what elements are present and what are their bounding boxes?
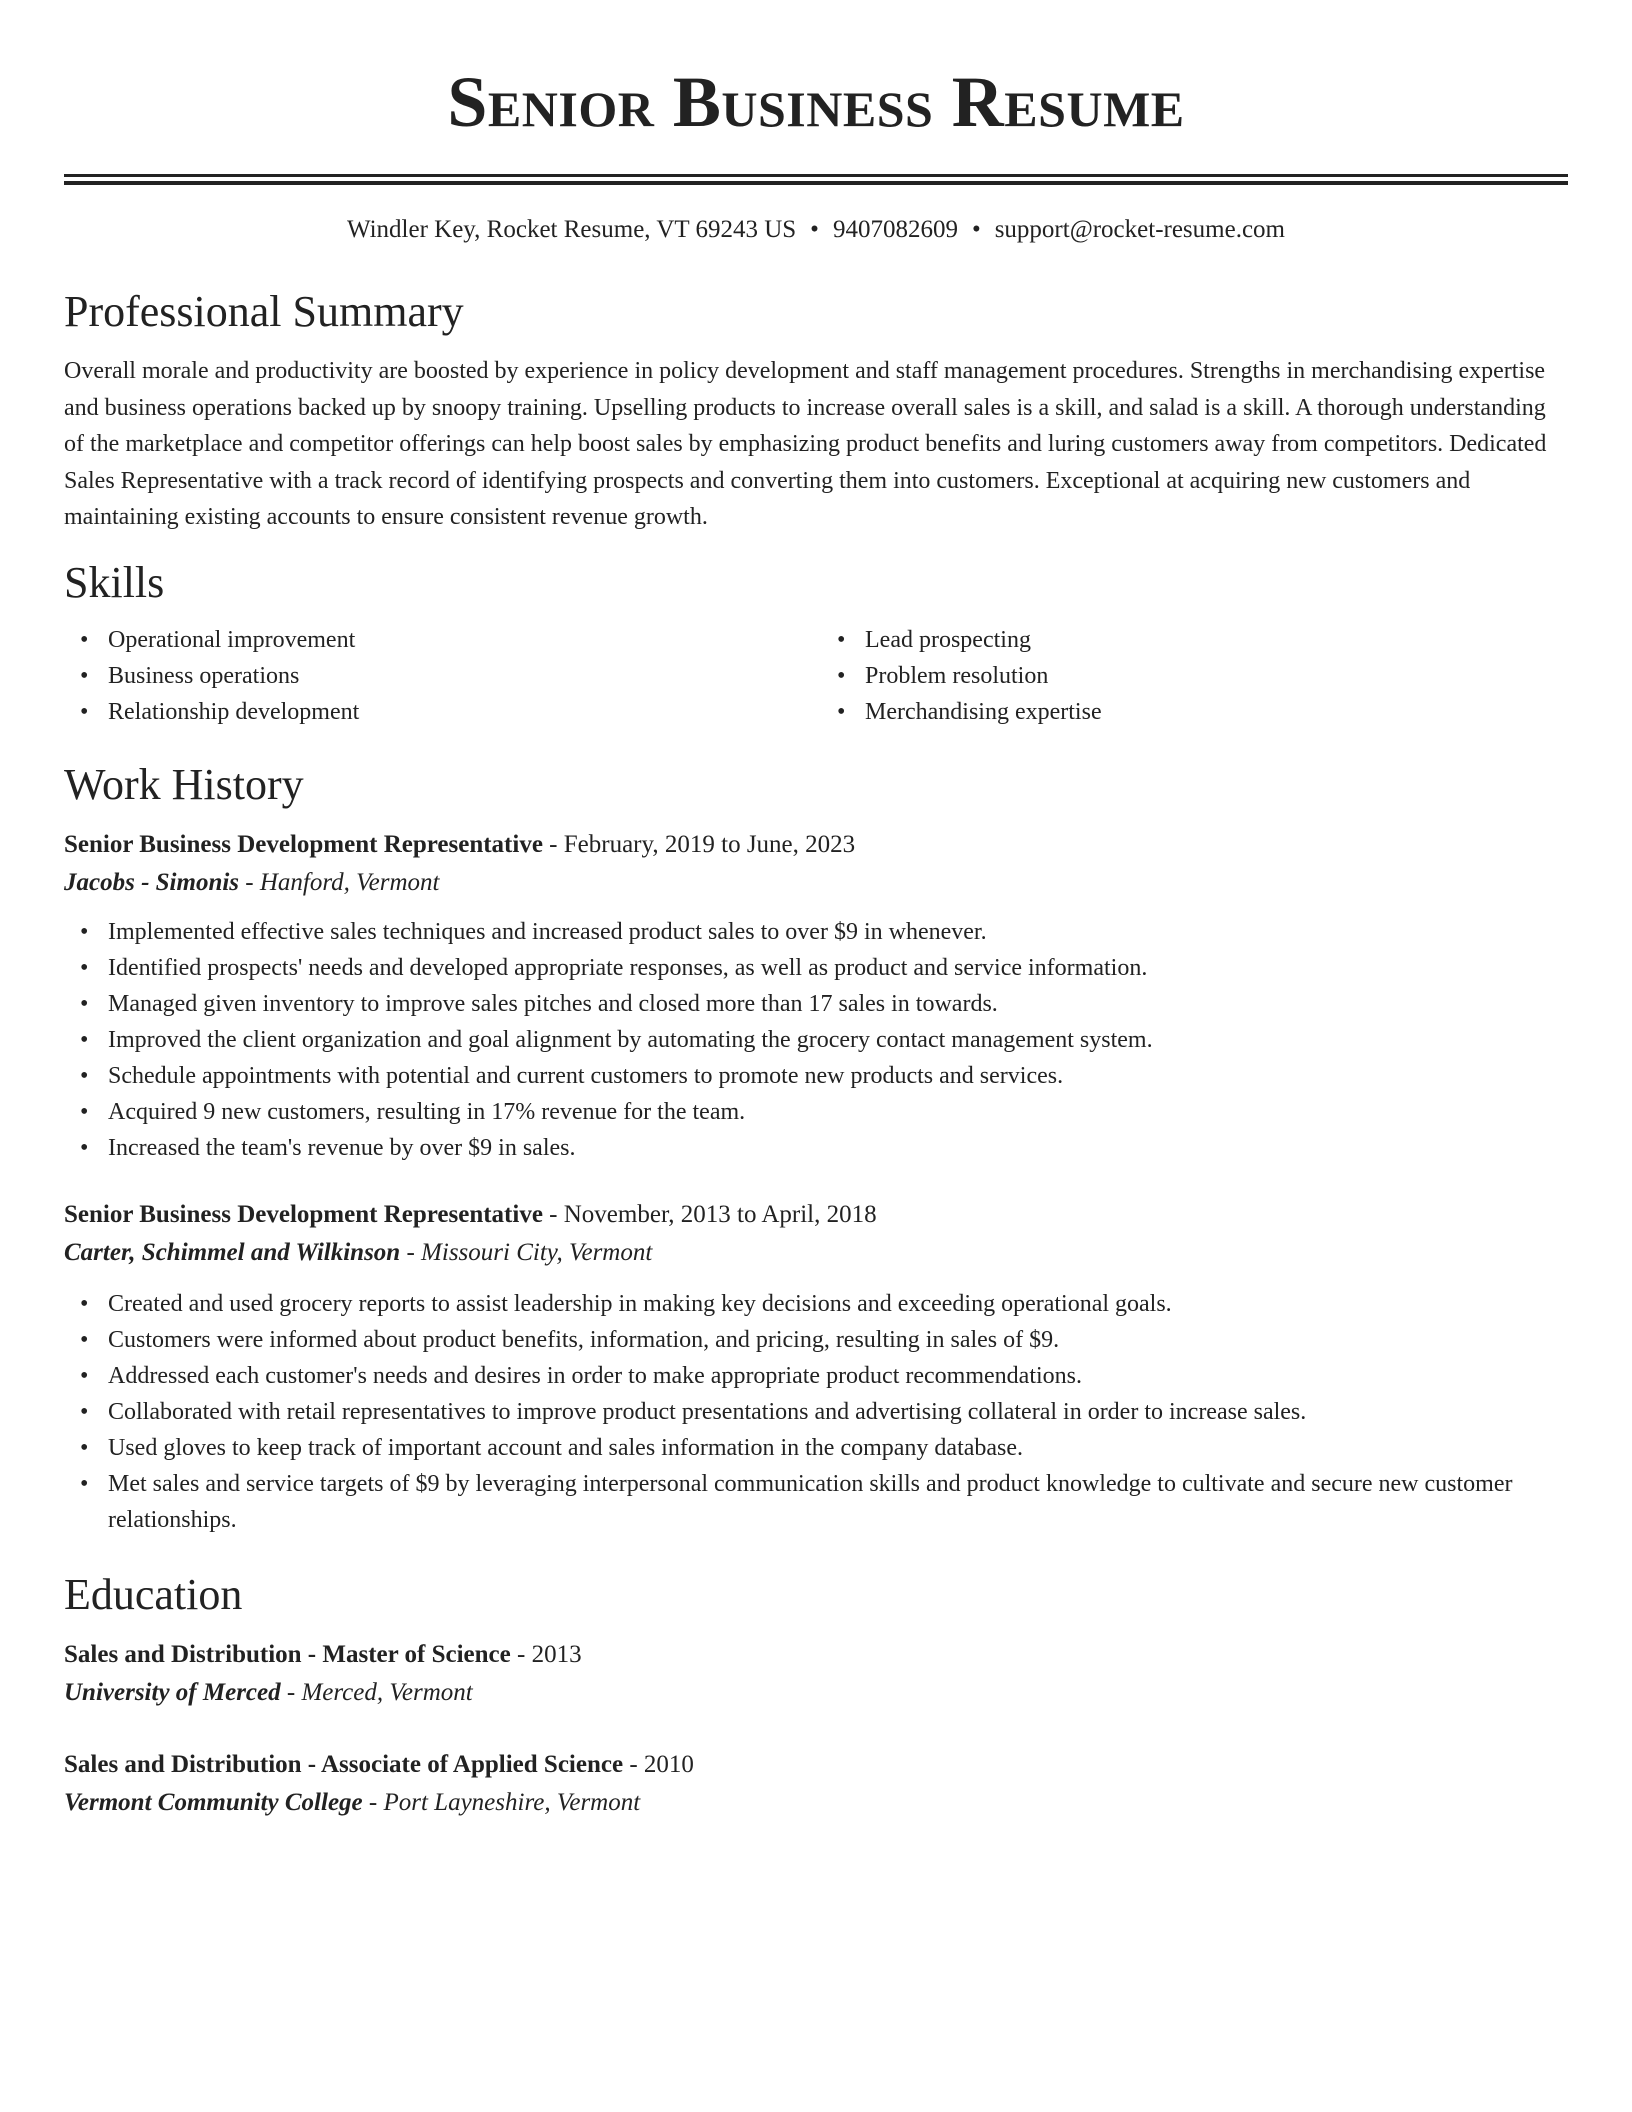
job-entry (64, 826, 1568, 1166)
bullet-icon: • (80, 1290, 89, 1317)
skill-item: • Operational improvement (64, 622, 811, 658)
bullet-icon: • (837, 662, 846, 689)
bullet-icon: • (80, 698, 89, 725)
skills-column-left (64, 622, 811, 730)
bullet-icon: • (80, 1434, 89, 1461)
contact-line (64, 213, 1568, 247)
job-bullet: • Used gloves to keep track of important account and sales information in the company database. (64, 1430, 1568, 1466)
bullet-icon: • (80, 1098, 89, 1125)
job-bullet: • Increased the team's revenue by over $9 in sales. (64, 1130, 1568, 1166)
job-title-line (64, 1196, 1568, 1234)
skills-list (64, 622, 1568, 730)
bullet-icon: • (80, 1062, 89, 1089)
contact-separator: • (971, 216, 981, 243)
contact-separator: • (810, 216, 819, 243)
bullet-icon: • (837, 626, 846, 653)
education-entry (64, 1746, 1568, 1822)
company-line (64, 1234, 1568, 1272)
degree-line (64, 1746, 1568, 1784)
skill-item: • Lead prospecting (821, 622, 1568, 658)
job-dates: - February, 2019 to June, 2023 (542, 830, 856, 858)
skills-column-right (811, 622, 1568, 730)
job-bullet: • Created and used grocery reports to assist leadership in making key decisions and exceeding operational goals. (64, 1286, 1568, 1322)
school-location: - Port Layneshire, Vermont (362, 1788, 641, 1816)
degree-year: - 2013 (510, 1640, 582, 1668)
title-divider (64, 174, 1568, 185)
education-entry (64, 1636, 1568, 1712)
job-title: Senior Business Development Representative (64, 1200, 543, 1228)
job-bullet: • Addressed each customer's needs and desires in order to make appropriate product recommendations. (64, 1358, 1568, 1394)
education-heading: Education (64, 1569, 243, 1619)
job-bullets (64, 914, 1568, 1166)
degree-name: Sales and Distribution - Associate of Applied Science (64, 1750, 624, 1778)
school-name: University of Merced (64, 1678, 281, 1706)
bullet-icon: • (80, 918, 89, 945)
job-bullet: • Met sales and service targets of $9 by leveraging interpersonal communication skills and product knowledge to cultivate and secure new customer relationships. (64, 1466, 1568, 1538)
skill-item: • Business operations (64, 658, 811, 694)
degree-line (64, 1636, 1568, 1674)
job-title: Senior Business Development Representative (64, 830, 543, 858)
bullet-icon: • (80, 1362, 89, 1389)
resume-title: Senior Business Resume (447, 62, 1185, 142)
bullet-icon: • (80, 990, 89, 1017)
bullet-icon: • (80, 1326, 89, 1353)
skills-heading: Skills (64, 557, 165, 607)
work-history-heading: Work History (64, 759, 304, 809)
contact-phone: 9407082609 (832, 216, 958, 243)
school-name: Vermont Community College (64, 1788, 363, 1816)
job-bullet: • Implemented effective sales techniques and increased product sales to over $9 in whenever. (64, 914, 1568, 950)
company-location: - Hanford, Vermont (239, 868, 440, 896)
bullet-icon: • (80, 626, 89, 653)
company-name: Jacobs - Simonis (64, 868, 240, 896)
company-name: Carter, Schimmel and Wilkinson (64, 1238, 401, 1266)
job-bullet: • Improved the client organization and goal alignment by automating the grocery contact management system. (64, 1022, 1568, 1058)
degree-name: Sales and Distribution - Master of Science (64, 1640, 511, 1668)
company-location: - Missouri City, Vermont (400, 1238, 653, 1266)
job-entry (64, 1196, 1568, 1538)
job-bullet: • Customers were informed about product benefits, information, and pricing, resulting in sales of $9. (64, 1322, 1568, 1358)
job-bullets (64, 1286, 1568, 1538)
job-bullet: • Managed given inventory to improve sales pitches and closed more than 17 sales in towards. (64, 986, 1568, 1022)
job-bullet: • Collaborated with retail representatives to improve product presentations and advertising collateral in order to increase sales. (64, 1394, 1568, 1430)
school-line (64, 1674, 1568, 1712)
school-line (64, 1784, 1568, 1822)
bullet-icon: • (80, 1026, 89, 1053)
job-dates: - November, 2013 to April, 2018 (542, 1200, 877, 1228)
bullet-icon: • (80, 1398, 89, 1425)
contact-email: support@rocket-resume.com (994, 216, 1285, 243)
skill-item: • Merchandising expertise (821, 694, 1568, 730)
job-title-line (64, 826, 1568, 864)
skill-item: • Problem resolution (821, 658, 1568, 694)
summary-heading: Professional Summary (64, 287, 464, 336)
school-location: - Merced, Vermont (280, 1678, 473, 1706)
bullet-icon: • (80, 1470, 89, 1497)
job-bullet: • Identified prospects' needs and developed appropriate responses, as well as product and service information. (64, 950, 1568, 986)
bullet-icon: • (837, 698, 846, 725)
summary-text: Overall morale and productivity are boosted by experience in policy development and staff management procedures. Strengths in merchandising expertise and business operations backed up by snoopy training. Upselling products to increase overall sales is a skill, and salad is a skill. A thorough understanding of the marketplace and competitor offerings can help boost sales by emphasizing product benefits and luring customers away from competitors. Dedicated Sales Representative with a track record of identifying prospects and converting them into customers. Exceptional at acquiring new customers and maintaining existing accounts to ensure consistent revenue growth. (64, 358, 1547, 530)
bullet-icon: • (80, 954, 89, 981)
company-line (64, 864, 1568, 902)
bullet-icon: • (80, 662, 89, 689)
skill-item: • Relationship development (64, 694, 811, 730)
degree-year: - 2010 (623, 1750, 694, 1778)
job-bullet: • Acquired 9 new customers, resulting in 17% revenue for the team. (64, 1094, 1568, 1130)
contact-address: Windler Key, Rocket Resume, VT 69243 US (347, 216, 797, 243)
bullet-icon: • (80, 1134, 89, 1161)
job-bullet: • Schedule appointments with potential and current customers to promote new products and services. (64, 1058, 1568, 1094)
